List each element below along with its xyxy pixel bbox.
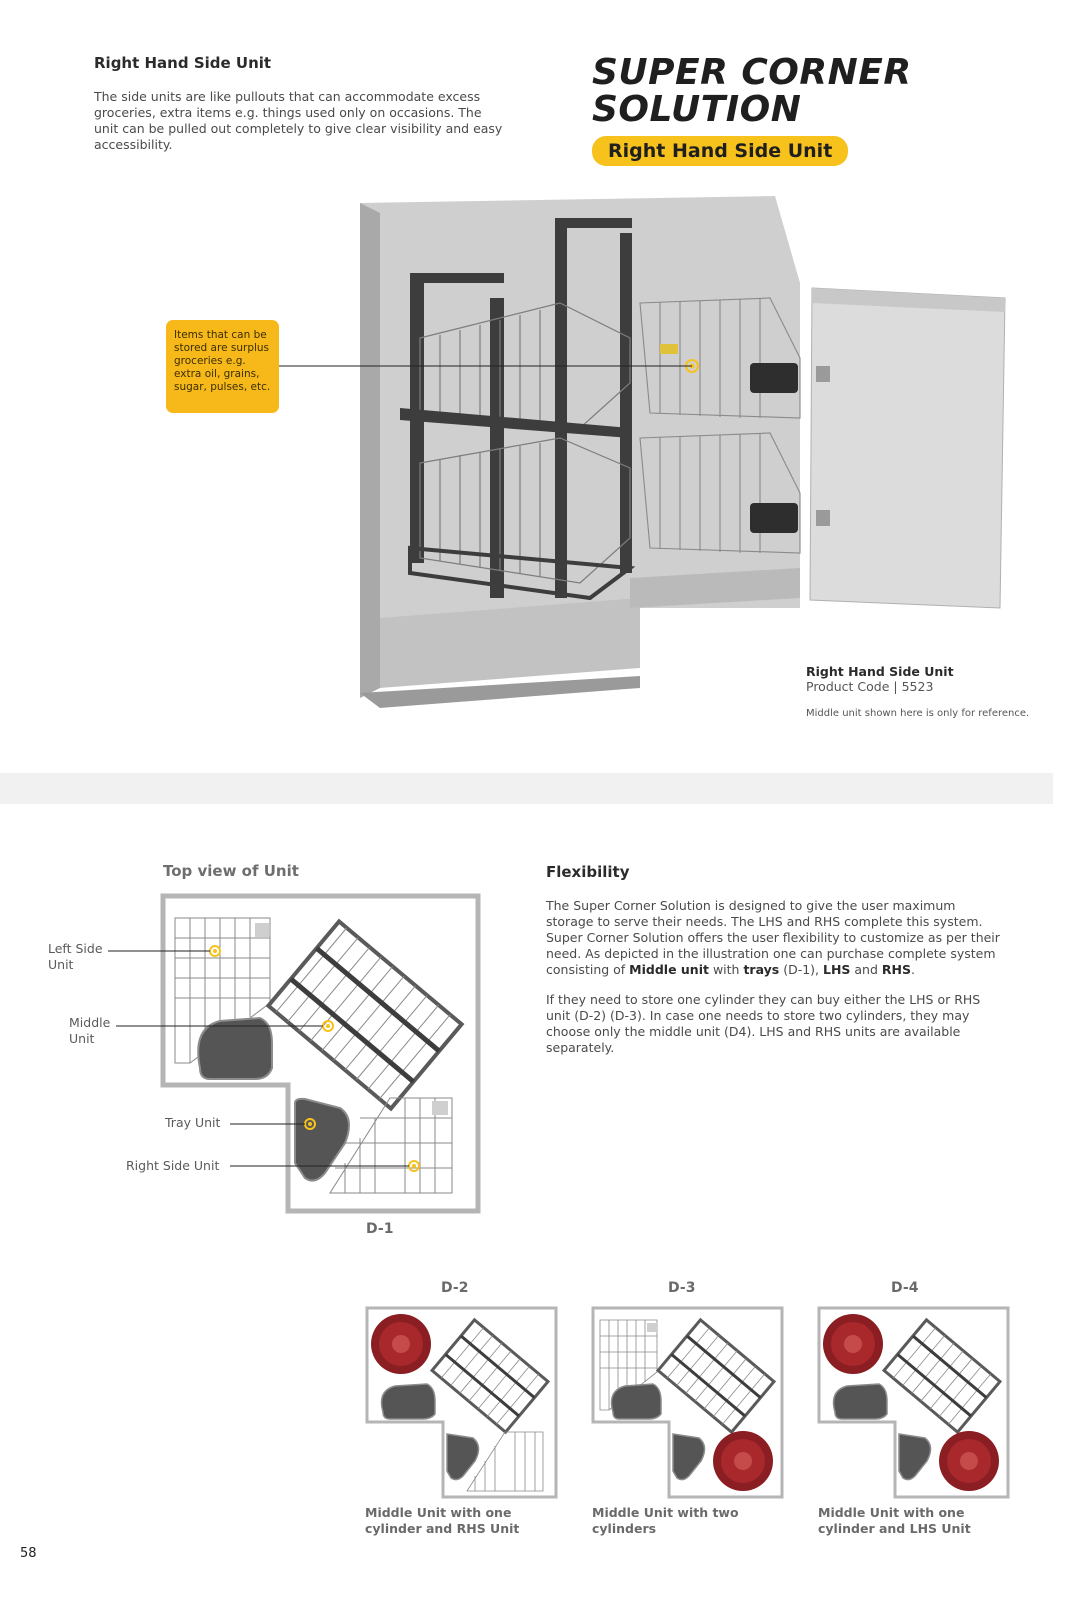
description-line-1: The side units are like pullouts that can accommodate excess groceries, extra items e.g. things used only on occasions.: [94, 89, 481, 120]
description-line-2: The unit can be pulled out completely to give clear visibility and easy accessibility.: [94, 105, 503, 152]
description: [94, 89, 504, 153]
flex-text-c: with: [708, 962, 744, 977]
flex-bold-trays: trays: [743, 962, 780, 977]
label-left-side-unit: Left Side Unit: [48, 941, 103, 972]
callout-leader-line: [279, 360, 694, 374]
flex-text-a: The Super Corner Solution is designed to give the user maximum storage to serve their needs. The LHS and RHS complete this system. Super Corner Solution offers the user flexibility to customize as per their need. As depicted in the illustration one can purchase complete system consisting of: [546, 898, 1000, 977]
cabinet-illustration: [330, 188, 1020, 723]
label-right-side-unit: Right Side Unit: [126, 1158, 220, 1173]
unit-pill: Right Hand Side Unit: [592, 136, 848, 166]
flexibility-paragraph-2: If they need to store one cylinder they can buy either the LHS or RHS unit (D-2) (D-3). In case one needs to store two cylinders, they may choose only the middle unit (D4). LHS and RHS units are available separately.: [546, 992, 981, 1055]
flex-text-d: (D-1),: [779, 962, 823, 977]
reference-note: Middle unit shown here is only for reference.: [806, 708, 1030, 719]
flex-text-f: .: [910, 962, 915, 977]
flex-bold-rhs: RHS: [881, 962, 911, 977]
section-divider: [0, 773, 1053, 804]
flexibility-heading: Flexibility: [546, 863, 630, 881]
product-name: Right Hand Side Unit: [806, 664, 954, 679]
variant-diagram-d3: [591, 1306, 785, 1500]
section-heading: Right Hand Side Unit: [94, 54, 272, 72]
variant-diagram-d4: [817, 1306, 1011, 1500]
product-code: Product Code | 5523: [806, 679, 934, 694]
flex-text-e: and: [850, 962, 882, 977]
caption-d3: Middle Unit with two cylinders: [592, 1505, 739, 1536]
label-middle-unit: Middle Unit: [69, 1015, 111, 1046]
diagram-code-d2: D-2: [441, 1280, 469, 1296]
title-line-2: SOLUTION: [592, 89, 802, 130]
flexibility-paragraph-1: [546, 898, 1001, 978]
variant-diagram-d2: [365, 1306, 559, 1500]
product-info: [806, 664, 1029, 719]
flex-bold-middle-unit: Middle unit: [629, 962, 709, 977]
storage-callout: Items that can be stored are surplus groceries e.g. extra oil, grains, sugar, pulses, etc.: [166, 320, 279, 413]
title-line-1: SUPER CORNER: [592, 52, 912, 93]
label-tray-unit: Tray Unit: [165, 1115, 221, 1130]
page-title: [592, 54, 912, 128]
topview-heading: Top view of Unit: [163, 862, 299, 880]
page-number: 58: [20, 1546, 37, 1561]
diagram-code-d4: D-4: [891, 1280, 919, 1296]
diagram-code-d1: D-1: [366, 1221, 394, 1237]
caption-d4: Middle Unit with one cylinder and LHS Unit: [818, 1505, 971, 1536]
diagram-code-d3: D-3: [668, 1280, 696, 1296]
flex-bold-lhs: LHS: [822, 962, 851, 977]
caption-d2: Middle Unit with one cylinder and RHS Unit: [365, 1505, 520, 1536]
